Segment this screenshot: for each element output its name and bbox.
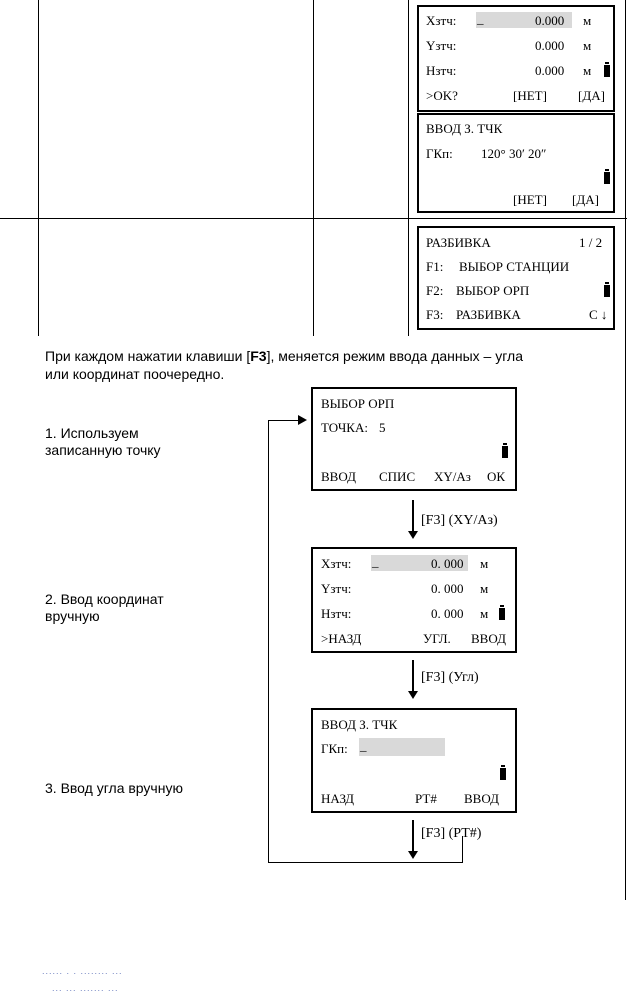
transition-arrow-1 bbox=[412, 500, 414, 532]
transition-label-3: [F3] (РТ#) bbox=[421, 826, 482, 841]
f1-key: F1: bbox=[426, 259, 444, 274]
lcd-screen-enter-angle bbox=[311, 708, 517, 813]
back-softkey[interactable]: >НАЗД bbox=[321, 631, 362, 646]
y-value: 0. 000 bbox=[431, 581, 464, 596]
h-label: Hзтч: bbox=[426, 63, 457, 78]
h-value: 0.000 bbox=[535, 63, 565, 78]
table-border-right bbox=[625, 0, 626, 900]
enter-softkey[interactable]: ВВОД bbox=[471, 631, 506, 646]
battery-icon bbox=[499, 606, 505, 620]
lcd-screen-angle-confirm bbox=[417, 113, 615, 213]
pt-softkey[interactable]: РТ# bbox=[415, 791, 437, 806]
screen-title: РАЗБИВКА bbox=[426, 235, 491, 250]
step-3-label: 3. Ввод угла вручную bbox=[45, 780, 183, 796]
screen-title: ВВОД З. ТЧК bbox=[426, 121, 503, 136]
x-label: Хзтч: bbox=[426, 13, 457, 28]
ok-softkey[interactable]: ОК bbox=[487, 469, 506, 484]
loop-line-bottom bbox=[268, 862, 463, 863]
angle-softkey[interactable]: УГЛ. bbox=[423, 631, 451, 646]
y-label: Yзтч: bbox=[321, 581, 352, 596]
step-2-label: 2. Ввод координат вручную bbox=[45, 591, 164, 624]
point-label: ТОЧКА: bbox=[321, 420, 368, 435]
battery-icon bbox=[502, 444, 508, 458]
ok-prompt: >OK? bbox=[426, 88, 458, 103]
back-softkey[interactable]: НАЗД bbox=[321, 791, 355, 806]
loop-arrow-head-icon bbox=[298, 415, 307, 425]
lcd-screen-stakeout-menu bbox=[417, 226, 615, 330]
battery-icon bbox=[604, 170, 610, 184]
gk-value: 120° 30′ 20″ bbox=[481, 146, 547, 161]
arrow-down-icon bbox=[408, 691, 418, 699]
y-value: 0.000 bbox=[535, 38, 565, 53]
instruction-paragraph bbox=[45, 347, 605, 383]
battery-icon bbox=[604, 283, 610, 297]
no-softkey[interactable]: [НЕТ] bbox=[513, 192, 547, 207]
table-border-screen bbox=[408, 0, 409, 336]
gk-label: ГКп: bbox=[426, 146, 453, 161]
screen-title: ВЫБОР ОРП bbox=[321, 396, 395, 411]
y-label: Yзтч: bbox=[426, 38, 457, 53]
menu-item-station[interactable]: ВЫБОР СТАНЦИИ bbox=[459, 259, 570, 274]
enter-softkey[interactable]: ВВОД bbox=[321, 469, 356, 484]
x-value: 0. 000 bbox=[431, 556, 464, 571]
xy-az-softkey[interactable]: XY/Аз bbox=[434, 469, 471, 484]
transition-arrow-3 bbox=[412, 820, 414, 852]
f3-key: F3: bbox=[426, 307, 444, 322]
h-unit: м bbox=[583, 63, 592, 78]
x-cursor: _ bbox=[477, 11, 484, 26]
gk-label: ГКп: bbox=[321, 741, 348, 756]
menu-item-backsight[interactable]: ВЫБОР ОРП bbox=[456, 283, 530, 298]
menu-item-stakeout[interactable]: РАЗБИВКА bbox=[456, 307, 521, 322]
table-row-divider bbox=[0, 218, 627, 219]
paragraph-line-1: При каждом нажатии клавиши [F3], меняется режим ввода данных – угла bbox=[45, 348, 523, 364]
x-unit: м bbox=[480, 556, 489, 571]
y-unit: м bbox=[480, 581, 489, 596]
table-border-mid bbox=[313, 0, 314, 336]
footer-link-1[interactable]: ...... . . ........ ... bbox=[42, 966, 123, 976]
enter-softkey[interactable]: ВВОД bbox=[464, 791, 499, 806]
x-unit: м bbox=[583, 13, 592, 28]
lcd-screen-enter-coordinates bbox=[311, 547, 517, 653]
list-softkey[interactable]: СПИС bbox=[379, 469, 416, 484]
step-1-label: 1. Используем записанную точку bbox=[45, 425, 161, 458]
loop-line-top bbox=[268, 420, 302, 421]
h-unit: м bbox=[480, 606, 489, 621]
h-label: Hзтч: bbox=[321, 606, 352, 621]
battery-icon bbox=[604, 63, 610, 77]
loop-line-left bbox=[268, 420, 269, 863]
point-value: 5 bbox=[379, 420, 386, 435]
screen-title: ВВОД З. ТЧК bbox=[321, 717, 398, 732]
battery-icon bbox=[500, 766, 506, 780]
page-indicator: 1 / 2 bbox=[579, 235, 603, 250]
lcd-screen-coordinates-confirm bbox=[417, 5, 615, 112]
lcd-screen-select-backsight bbox=[311, 387, 517, 491]
next-page-softkey[interactable]: C ↓ bbox=[589, 307, 608, 322]
footer-link-2[interactable]: ... ... ....... ... bbox=[52, 983, 119, 993]
arrow-down-icon bbox=[408, 531, 418, 539]
paragraph-line-2: или координат поочередно. bbox=[45, 366, 225, 382]
x-cursor: _ bbox=[372, 554, 379, 569]
y-unit: м bbox=[583, 38, 592, 53]
x-label: Хзтч: bbox=[321, 556, 352, 571]
h-value: 0. 000 bbox=[431, 606, 464, 621]
no-softkey[interactable]: [НЕТ] bbox=[513, 88, 547, 103]
yes-softkey[interactable]: [ДА] bbox=[578, 88, 605, 103]
gk-cursor: _ bbox=[360, 738, 367, 753]
f2-key: F2: bbox=[426, 283, 444, 298]
x-value: 0.000 bbox=[535, 13, 565, 28]
transition-label-2: [F3] (Угл) bbox=[421, 670, 479, 685]
table-border-left bbox=[38, 0, 39, 336]
yes-softkey[interactable]: [ДА] bbox=[572, 192, 599, 207]
transition-arrow-2 bbox=[412, 660, 414, 692]
angle-input-field[interactable] bbox=[359, 738, 445, 756]
arrow-down-icon bbox=[408, 851, 418, 859]
transition-label-1: [F3] (XY/Аз) bbox=[421, 513, 498, 528]
